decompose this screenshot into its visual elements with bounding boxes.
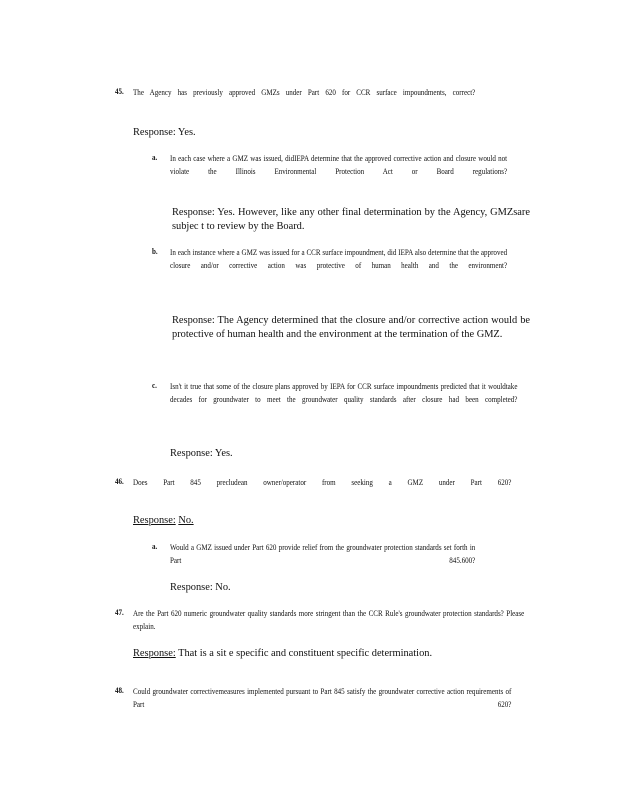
response-value: No.: [178, 515, 194, 526]
subquestion-label: c.: [152, 381, 157, 390]
question-number: 45.: [115, 87, 124, 96]
question-text: Could groundwater correctivemeasures implemented pursuant to Part 845 satisfy the groundwater corrective action requirements of Part 620?: [133, 687, 512, 709]
subquestion-text: In each instance where a GMZ was issued for a CCR surface impoundment, did IEPA also determine that the approved closure and/or corrective action was protective of human health and the environment?: [170, 248, 508, 270]
subquestion-text: In each case where a GMZ was issued, didIEPA determine that the approved corrective action and closure would not violate the Illinois Environmental Protection Act or Board regulations?: [170, 154, 508, 176]
response-text: Response: No.: [170, 582, 231, 593]
question-number: 48.: [115, 686, 124, 695]
response-label: Response:: [133, 648, 176, 659]
response-text: Response: Yes.: [133, 127, 196, 138]
response-label: Response:: [133, 515, 176, 526]
question-number: 46.: [115, 477, 124, 486]
question-text: Are the Part 620 numeric groundwater quality standards more stringent than the CCR Rule's groundwater protection standards? Please explain.: [133, 609, 525, 631]
question-number: 47.: [115, 608, 124, 617]
question-text: The Agency has previously approved GMZs under Part 620 for CCR surface impoundments, correct?: [133, 88, 476, 97]
subquestion-label: a.: [152, 153, 158, 162]
subquestion-text: Would a GMZ issued under Part 620 provide relief from the groundwater protection standards set forth in Part 845.600?: [170, 543, 476, 565]
question-text: Does Part 845 precludean owner/operator from seeking a GMZ under Part 620?: [133, 478, 512, 487]
subquestion-label: b.: [152, 247, 158, 256]
response-text: Response: Yes.: [170, 448, 233, 459]
response-text: [133, 514, 194, 527]
response-text: [133, 647, 432, 660]
subquestion-text: Isn't it true that some of the closure plans approved by IEPA for CCR surface impoundments predicted that it wouldtake decades for groundwater to meet the groundwater quality standards after closure had been completed?: [170, 382, 518, 404]
subquestion-label: a.: [152, 542, 158, 551]
response-text: Response: Yes. However, like any other final determination by the Agency, GMZsare subjec t to review by the Board.: [172, 207, 530, 232]
response-value: That is a sit e specific and constituent specific determination.: [178, 648, 433, 659]
response-text: Response: The Agency determined that the closure and/or corrective action would be protective of human health and the environment at the termination of the GMZ.: [172, 315, 530, 340]
